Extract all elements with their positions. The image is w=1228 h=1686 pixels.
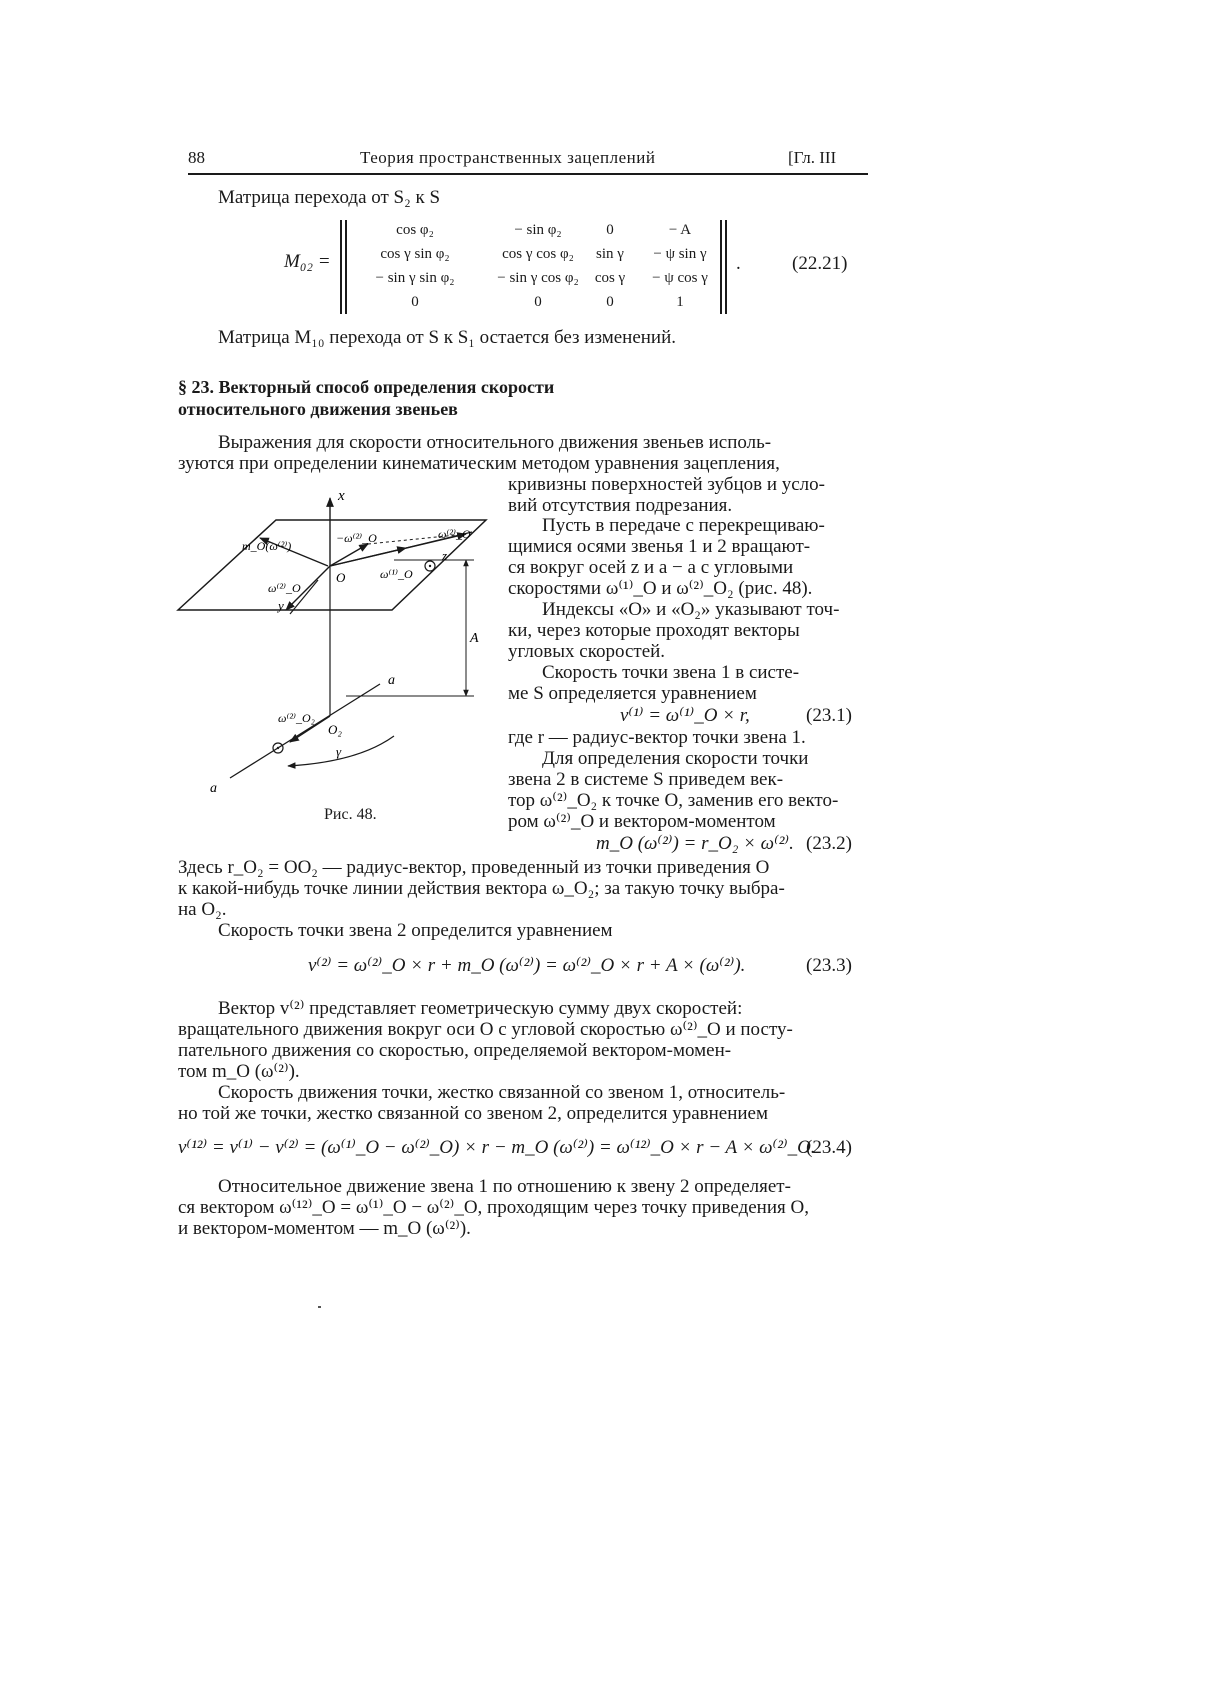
equation-number: (23.2) [806,833,852,854]
header-rule [188,173,868,175]
label-omega-o1: ω⁽¹⁾_O [380,567,413,581]
rotation-center-bottom [277,747,279,749]
label-minus-omega: −ω⁽²⁾_O [336,531,377,545]
text-line: и вектором-моментом — m_O (ω⁽²⁾). [178,1218,471,1239]
text-line: ся вектором ω⁽¹²⁾_O = ω⁽¹⁾_O − ω⁽²⁾_O, проходящим через точку приведения O, [178,1197,809,1218]
text-line: ся вокруг осей z и a − a с угловыми [508,557,794,578]
text-line: к какой-нибудь точке линии действия вектора ω_O₂; за такую точку выбра- [178,878,785,899]
text-line: Вектор v⁽²⁾ представляет геометрическую сумму двух скоростей: [218,998,743,1019]
text-line: вий отсутствия подрезания. [508,495,733,516]
text-line: том m_O (ω⁽²⁾). [178,1061,300,1082]
section-heading-line1: § 23. Векторный способ определения скорости [178,377,555,397]
text-line: ром ω⁽²⁾_O и вектором-моментом [508,811,776,832]
matrix-intro: Матрица перехода от S₂ к S [218,187,441,208]
text-line: ки, через которые проходят векторы [508,620,800,641]
text-line: Выражения для скорости относительного движения звеньев исполь- [218,432,772,453]
matrix-cell: 0 [606,222,614,238]
label-A: A [470,631,479,646]
label-gamma: γ [336,744,342,759]
label-O: O [336,570,346,585]
equation-23-4: v⁽¹²⁾ = v⁽¹⁾ − v⁽²⁾ = (ω⁽¹⁾_O − ω⁽²⁾_O) × r − m_O (ω⁽²⁾) = ω⁽¹²⁾_O × r − A × ω⁽²⁾_O. [178,1137,816,1158]
matrix-dot: . [736,253,741,274]
matrix-bar-right-outer [725,220,727,314]
matrix-cell: cos γ sin φ₂ [380,246,450,262]
minus-omega-vector [330,544,368,566]
label-omega-o-left: ω⁽²⁾_O [268,581,301,595]
matrix-cell: 0 [534,294,542,310]
omega-o1-vector [330,548,406,566]
equation-23-3: v⁽²⁾ = ω⁽²⁾_O × r + m_O (ω⁽²⁾) = ω⁽²⁾_O × r + A × (ω⁽²⁾). [308,955,746,976]
text-line: ме S определяется уравнением [508,683,757,704]
matrix-bar-left-outer [340,220,342,314]
chapter-label: [Гл. III [788,148,837,167]
text-line: щимися осями звенья 1 и 2 вращают- [508,536,811,557]
running-title: Теория пространственных зацеплений [360,148,656,167]
label-omega-o2-bottom: ω⁽²⁾_O₂ [278,711,315,725]
label-y: y [278,598,284,613]
label-omega-o2-top: ω⁽²⁾_O [438,527,471,541]
text-line: Скорость точки звена 1 в систе- [542,662,800,683]
label-a-bottom: a [210,781,217,796]
scan-speck [318,1306,321,1308]
figure-48 [168,486,498,806]
text-line: Скорость точки звена 2 определится уравнением [218,920,613,941]
matrix-m10-text: Матрица M₁₀ перехода от S к S₁ остается без изменений. [218,327,677,348]
label-a-top: a [388,673,395,688]
matrix-bar-right-inner [720,220,722,314]
text-line: вращательного движения вокруг оси O с угловой скоростью ω⁽²⁾_O и посту- [178,1019,793,1040]
matrix-bar-left-inner [345,220,347,314]
equation-number: (22.21) [792,253,848,274]
matrix-cell: 0 [411,294,419,310]
text-line: где r — радиус-вектор точки звена 1. [508,727,806,748]
matrix-cell: sin γ [596,246,624,262]
text-line: Индексы «O» и «O₂» указывают точ- [542,599,840,620]
page-number: 88 [188,148,205,167]
label-z: z [442,548,448,563]
equation-number: (23.4) [806,1137,852,1158]
label-O2: O₂ [328,722,342,737]
text-line: скоростями ω⁽¹⁾_O и ω⁽²⁾_O₂ (рис. 48). [508,578,813,599]
matrix-cell: − ψ sin γ [653,246,707,262]
label-x: x [338,488,345,504]
label-mo: m_O(ω⁽²⁾) [242,539,292,553]
rotation-center-top [429,565,431,567]
text-line: на O₂. [178,899,227,920]
matrix-cell: cos γ cos φ₂ [502,246,574,262]
text-line: звена 2 в системе S приведем век- [508,769,784,790]
text-line: Относительное движение звена 1 по отношению к звену 2 определяет- [218,1176,791,1197]
figure-48-diagram [168,486,498,806]
matrix-cell: − A [668,222,692,238]
equation-number: (23.3) [806,955,852,976]
matrix-cell: − sin γ sin φ₂ [375,270,455,286]
matrix-cell: cos γ [594,270,626,286]
matrix-cell: cos φ₂ [396,222,434,238]
text-line: угловых скоростей. [508,641,666,662]
matrix-name: M₀₂ = [284,251,331,272]
matrix-cell: 0 [606,294,614,310]
equation-number: (23.1) [806,705,852,726]
text-line: пательного движения со скоростью, определяемой вектором-момен- [178,1040,732,1061]
matrix-cell: − sin γ cos φ₂ [497,270,579,286]
text-line: Для определения скорости точки [542,748,809,769]
text-line: Здесь r_O₂ = OO₂ — радиус-вектор, проведенный из точки приведения O [178,857,770,878]
text-line: зуются при определении кинематическим методом уравнения зацепления, [178,453,780,474]
page-header [188,148,868,172]
matrix-cell: − ψ cos γ [652,270,708,286]
text-line: кривизны поверхностей зубцов и усло- [508,474,825,495]
text-line: Пусть в передаче с перекрещиваю- [542,515,825,536]
equation-23-1: v⁽¹⁾ = ω⁽¹⁾_O × r, [620,705,750,726]
equation-23-2: m_O (ω⁽²⁾) = r_O₂ × ω⁽²⁾. [596,833,794,854]
matrix-cell: − sin φ₂ [514,222,562,238]
figure-caption: Рис. 48. [324,806,377,823]
section-heading-line2: относительного движения звеньев [178,399,458,419]
axis-a-a [230,684,380,778]
text-line: Скорость движения точки, жестко связанной со звеном 1, относитель- [218,1082,786,1103]
text-line: но той же точки, жестко связанной со звеном 2, определится уравнением [178,1103,769,1124]
text-line: тор ω⁽²⁾_O₂ к точке O, заменив его векто- [508,790,839,811]
matrix-cell: 1 [676,294,684,310]
